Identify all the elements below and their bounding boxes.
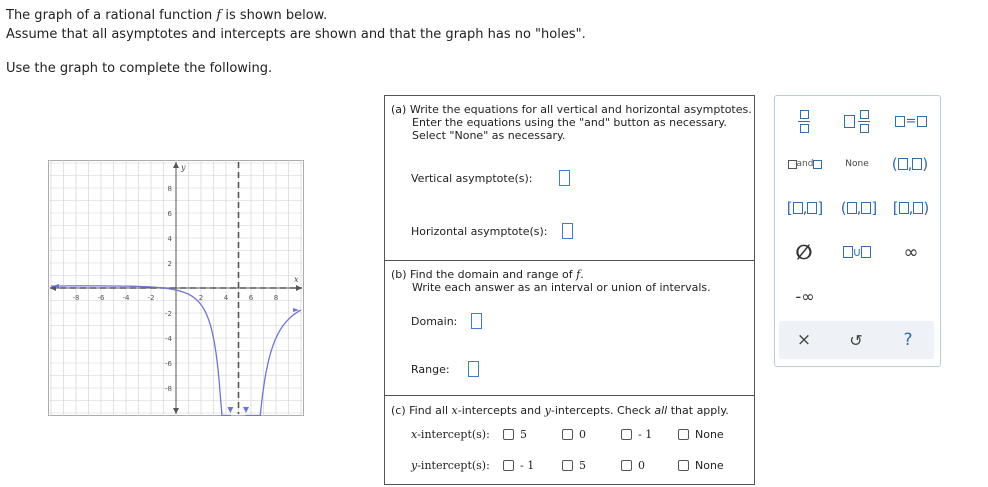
x-tick-label: 6 [248,294,254,302]
x-tick-label: 2 [198,294,204,302]
none-key[interactable]: None [845,159,869,169]
y-axis-label: y [181,163,186,172]
function-name: f [216,8,222,23]
x-tick-label: -6 [97,294,105,302]
x-axis-label: x [294,275,299,284]
x-tick-label: -4 [122,294,130,302]
part-a-prompt: (a) Write the equations for all vertical and horizontal asymptotes. Enter the equations using the "and" button as necessary. Select "None" as necessary. [391,103,752,142]
left-open-interval-key[interactable]: ( , ] [840,199,878,217]
range-label: Range: [411,362,450,376]
checkbox[interactable] [678,460,689,471]
checkbox[interactable] [678,429,689,440]
undo-icon[interactable]: ↺ [849,330,863,350]
mixed-number-key[interactable] [837,108,877,134]
domain-input[interactable] [471,313,482,329]
open-interval-key[interactable]: ( , ) [891,155,929,173]
y-tick-label: -2 [165,310,172,318]
right-open-interval-key[interactable]: [ , ) [892,199,930,217]
y-tick-label: 6 [167,210,172,218]
y-intercept-option-none[interactable]: None [678,459,724,472]
horizontal-asymptote-row [411,223,573,239]
checkbox[interactable] [621,429,632,440]
intro-line-2: Assume that all asymptotes and intercepts are shown and that the graph has no "holes". [6,27,586,42]
help-icon[interactable]: ? [903,330,913,350]
x-intercept-option-5[interactable]: 5 [503,428,562,441]
y-tick-label: 4 [167,235,172,243]
y-intercept-option-0[interactable]: 0 [621,459,678,472]
fraction-icon [798,110,810,133]
y-intercept-row [411,459,724,472]
fraction-key[interactable] [789,108,819,134]
checkbox[interactable] [562,460,573,471]
domain-label: Domain: [411,314,458,328]
equals-key[interactable]: = [891,108,931,134]
vertical-asymptote-label: Vertical asymptote(s): [411,171,533,185]
y-tick-label: -8 [165,385,172,393]
part-b [385,261,754,396]
instructions [6,6,586,78]
checkbox[interactable] [562,429,573,440]
math-keypad [774,95,941,367]
x-intercept-row [411,428,724,441]
horizontal-asymptote-input[interactable] [562,223,573,239]
vertical-asymptote-input[interactable] [559,170,570,186]
range-row [411,361,479,377]
and-key[interactable]: and [783,152,827,176]
x-intercept-label: x-intercept(s): [411,428,490,441]
x-tick-label: -8 [72,294,80,302]
y-intercept-option-5[interactable]: 5 [562,459,621,472]
part-c-prompt: (c) Find all x-intercepts and y-intercepts. Check all that apply. [391,404,729,417]
union-key[interactable]: ∪ [837,240,877,264]
part-b-prompt: (b) Find the domain and range of f. Write each answer as an interval or union of intervals. [391,268,711,294]
y-tick-label: 8 [167,185,172,193]
closed-interval-key[interactable]: [ , ] [786,199,824,217]
domain-row [411,313,482,329]
range-input[interactable] [468,361,479,377]
mixed-number-icon [844,115,855,128]
x-tick-label: 4 [223,294,229,302]
x-tick-label: 8 [273,294,279,302]
intro-line-1: The graph of a rational function f is shown below. [6,8,328,23]
question-panel [384,95,755,485]
part-c [385,396,754,484]
rational-function-graph [48,160,304,416]
x-intercept-option-0[interactable]: 0 [562,428,621,441]
x-intercept-option-none[interactable]: None [678,428,724,441]
intro-line-3: Use the graph to complete the following. [6,61,273,76]
checkbox[interactable] [503,429,514,440]
vertical-asymptote-row [411,170,570,186]
part-a [385,96,754,261]
horizontal-asymptote-label: Horizontal asymptote(s): [411,224,548,238]
y-intercept-option-neg1[interactable]: - 1 [503,459,562,472]
x-tick-label: -2 [147,294,155,302]
checkbox[interactable] [503,460,514,471]
checkbox[interactable] [621,460,632,471]
y-tick-label: 2 [167,260,172,268]
negative-infinity-key[interactable]: -∞ [795,286,815,306]
y-intercept-label: y-intercept(s): [411,459,490,472]
y-tick-label: -4 [165,335,172,343]
y-tick-label: -6 [165,360,172,368]
empty-set-key[interactable]: ∅ [795,240,813,264]
infinity-key[interactable]: ∞ [903,241,919,263]
clear-icon[interactable]: × [796,330,812,350]
x-intercept-option-neg1[interactable]: - 1 [621,428,678,441]
